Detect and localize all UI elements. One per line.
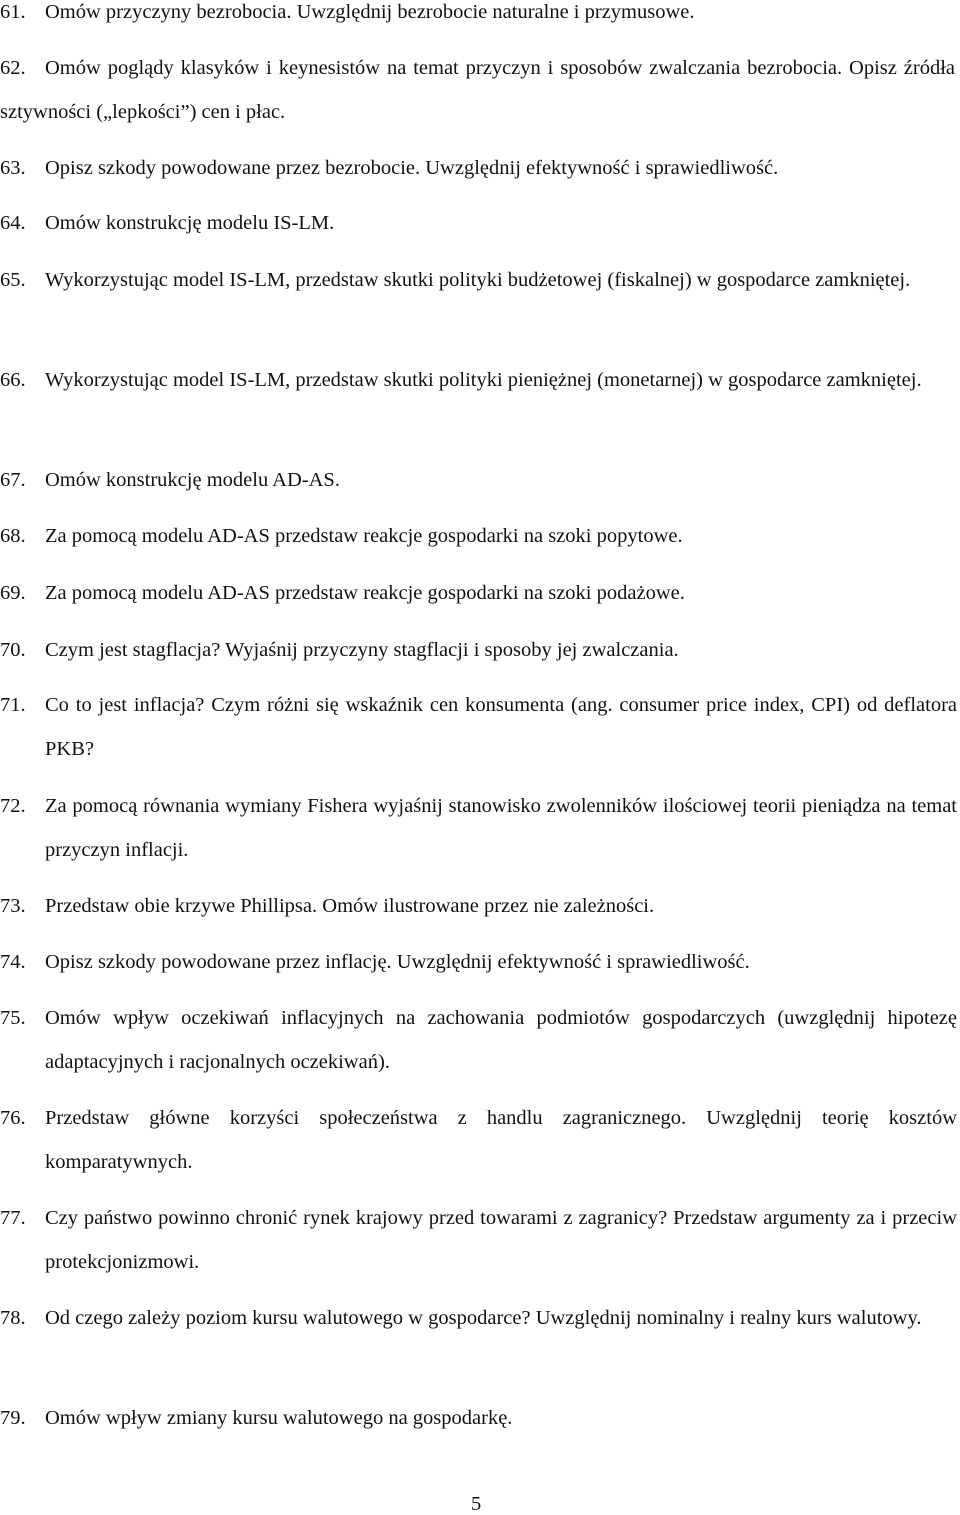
item-number: 76. [0, 1107, 26, 1129]
item-text: Opisz szkody powodowane przez inflację. Uwzględnij efektywność i sprawiedliwość. [45, 951, 750, 973]
item-number: 62. [0, 57, 26, 79]
item-number: 69. [0, 582, 26, 604]
item-text: Za pomocą modelu AD-AS przedstaw reakcje gospodarki na szoki podażowe. [45, 582, 685, 604]
item-text: Opisz szkody powodowane przez bezrobocie. Uwzględnij efektywność i sprawiedliwość. [45, 157, 779, 179]
item-number: 68. [0, 525, 26, 547]
item-number: 67. [0, 469, 26, 491]
item-number: 66. [0, 369, 26, 391]
item-text: Wykorzystując model IS-LM, przedstaw skutki polityki pieniężnej (monetarnej) w gospodarce zamkniętej. [45, 369, 922, 391]
item-text: Wykorzystując model IS-LM, przedstaw skutki polityki budżetowej (fiskalnej) w gospodarce zamkniętej. [45, 269, 911, 291]
item-number: 77. [0, 1207, 26, 1229]
item-number: 63. [0, 157, 26, 179]
item-number: 75. [0, 1007, 26, 1029]
item-number: 72. [0, 795, 26, 817]
item-number: 61. [0, 1, 26, 23]
item-text: Omów wpływ zmiany kursu walutowego na gospodarkę. [45, 1407, 513, 1429]
item-text: Omów wpływ oczekiwań inflacyjnych na zachowania podmiotów gospodarczych (uwzględnij hipotezę adaptacyjnych i racjonalnych oczekiwań). [45, 1007, 957, 1073]
item-number: 64. [0, 212, 26, 234]
item-text: Przedstaw główne korzyści społeczeństwa z handlu zagranicznego. Uwzględnij teorię kosztów komparatywnych. [45, 1107, 957, 1173]
item-number: 65. [0, 269, 26, 291]
item-text: Za pomocą równania wymiany Fishera wyjaśnij stanowisko zwolenników ilościowej teorii pieniądza na temat przyczyn inflacji. [45, 795, 957, 861]
item-text: Omów konstrukcję modelu IS-LM. [45, 212, 335, 234]
item-text: Omów przyczyny bezrobocia. Uwzględnij bezrobocie naturalne i przymusowe. [45, 1, 695, 23]
item-number: 78. [0, 1307, 26, 1329]
item-number: 79. [0, 1407, 26, 1429]
item-text: Czy państwo powinno chronić rynek krajowy przed towarami z zagranicy? Przedstaw argumenty za i przeciw protekcjonizmowi. [45, 1207, 957, 1273]
item-text: Czym jest stagflacja? Wyjaśnij przyczyny stagflacji i sposoby jej zwalczania. [45, 639, 679, 661]
item-number: 73. [0, 895, 26, 917]
item-number: 71. [0, 694, 26, 716]
item-text: Za pomocą modelu AD-AS przedstaw reakcje gospodarki na szoki popytowe. [45, 525, 683, 547]
page-number: 5 [471, 1493, 482, 1515]
item-text: Przedstaw obie krzywe Phillipsa. Omów ilustrowane przez nie zależności. [45, 895, 655, 917]
item-text: Co to jest inflacja? Czym różni się wskaźnik cen konsumenta (ang. consumer price index, CPI) od deflatora PKB? [45, 694, 957, 760]
item-text: Omów konstrukcję modelu AD-AS. [45, 469, 340, 491]
item-text: Omów poglądy klasyków i keynesistów na temat przyczyn i sposobów zwalczania bezrobocia. Opisz źródła sztywności („lepkości”) cen i płac. [0, 57, 955, 123]
item-number: 74. [0, 951, 26, 973]
item-number: 70. [0, 639, 26, 661]
item-text: Od czego zależy poziom kursu walutowego w gospodarce? Uwzględnij nominalny i realny kurs walutowy. [45, 1307, 922, 1329]
